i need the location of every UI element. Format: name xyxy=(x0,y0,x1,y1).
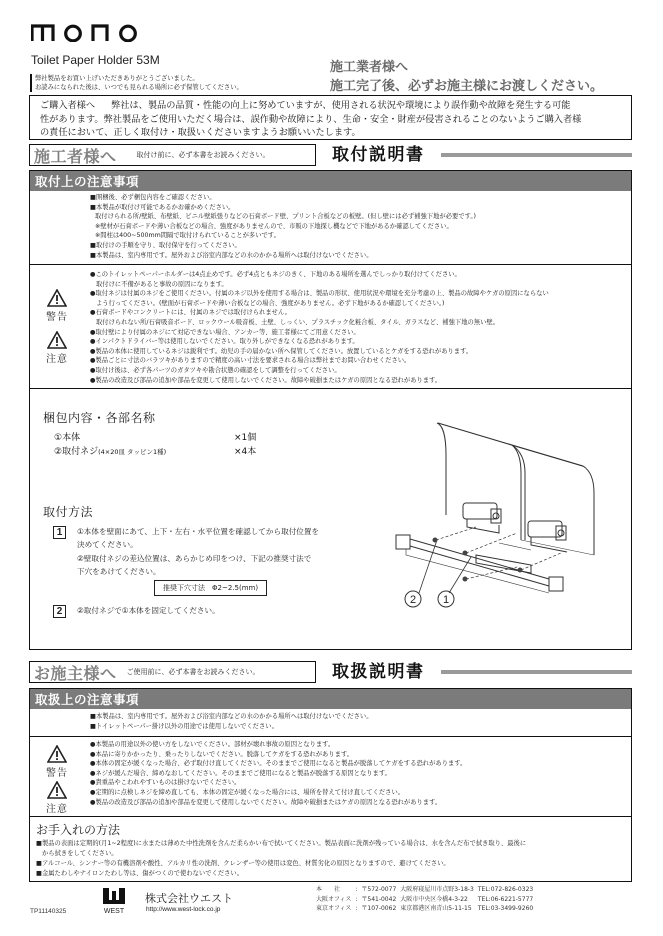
warning-item: 取付けられない所/石膏吸音ボード、ロックウール吸音板、土壁、しっくい、プラスチック化粧合板、タイル、ガラスなど、補強下地の無い壁。 xyxy=(96,318,499,326)
audience-sub: ご使用前に、必ず本書をお読みください。 xyxy=(126,668,260,676)
part-qty: ×4本 xyxy=(234,447,257,457)
part-qty: ×1個 xyxy=(234,433,257,443)
office-name: 東京オフィス xyxy=(316,905,352,912)
warning-item: ●製品ごとに寸法のバラツキがありますので精度の高い寸法を要求される場合は弊社までお問い合わせください。 xyxy=(90,357,411,365)
company-name: 株式会社ウエスト xyxy=(145,892,233,905)
office-tel: TEL:072-826-0323 xyxy=(477,886,534,893)
warning-item: ●取付壁により付属のネジにて対応できない場合、アンカー等、施工者様にてご用意ください。 xyxy=(90,328,360,336)
west-logo-icon xyxy=(103,888,125,904)
installation-section-header xyxy=(29,144,632,166)
warning-item: ●貴重品やこわれやすいものは掛けないでください。 xyxy=(90,779,241,787)
notice-line: の責任において、正しく取付け・取扱いくださいますようお願いいたします。 xyxy=(40,127,361,138)
installer-handover-note xyxy=(330,58,603,96)
install-method-heading: 取付方法 xyxy=(43,505,94,519)
care-list xyxy=(36,839,526,879)
model-name: Toilet Paper Holder 53M xyxy=(31,53,160,67)
warning-item: ●インパクトドライバー等は使用しないでください。取り外しができなくなる恐れがあります。 xyxy=(90,338,359,346)
product-diagram xyxy=(371,415,621,615)
install-precautions-box xyxy=(29,191,632,265)
care-item: ■製品の表面は定期的(月1~2程度)に水または薄めた中性洗剤を含んだ柔らかい布で拭いてください。製品表面に洗剤が残っている場合は、水を含んだ布で拭き取り、最後に xyxy=(36,840,527,847)
purchaser-lead: ご購入者様へ xyxy=(40,100,96,111)
warning-item: ●製品の本体に使用しているネジは鋭利です。幼児の手の届かない所へ保管してください。放置しているとケガをする恐れがあります。 xyxy=(90,347,473,355)
section-title: 取付説明書 xyxy=(332,145,425,165)
warning-item: ●本品に寄りかかったり、乗ったりしないでください。脱落してケガをする恐れがあります。 xyxy=(90,750,354,758)
usage-warnings-list xyxy=(90,740,466,807)
usage-precautions-heading: 取扱上の注意事項 xyxy=(29,688,632,709)
parts-list xyxy=(54,431,256,459)
office-row: 本 社 : 〒572-0077 大阪府寝屋川市点野3-18-3 TEL:072-826-0323 xyxy=(316,885,537,895)
precaution-item: ※間柱は400~500mm間隔で取付けられていることが多いです。 xyxy=(95,232,280,240)
package-heading: 梱包内容・各部名称 xyxy=(43,411,156,425)
company-url[interactable]: http://www.west-lock.co.jp xyxy=(146,906,221,913)
caution-triangle-icon xyxy=(47,781,67,799)
precautions-list xyxy=(90,193,476,260)
purchaser-notice xyxy=(29,95,632,140)
warning-item: よう行ってください。(壁面が石膏ボードや薄い合板などの場合、強度がありません。必ず下地があるか確認してください。) xyxy=(96,299,445,307)
office-address: 大阪市中央区今橋4-3-22 xyxy=(400,895,468,903)
part-label: ②取付ネジ xyxy=(54,447,99,457)
callout-body: 1 xyxy=(442,594,450,606)
precaution-item: ■本製品は、室内専用です。屋外および浴室内部などの水のかかる場所へは取付けないでください。 xyxy=(90,251,373,259)
step-number: 2 xyxy=(53,605,66,618)
precaution-item: 取付けられる所/壁紙、布壁紙、ビニル壁紙張りなどの石膏ボード壁、プリント合板などの板壁。(但し壁には必ず補強下地が必要です。) xyxy=(95,213,476,221)
precaution-item: ■トイレットペーパー掛け以外の用途では使用しないでください。 xyxy=(90,722,278,730)
caution-sign xyxy=(42,781,72,815)
office-row: 東京オフィス : 〒107-0062 東京都港区南青山5-11-15 TEL:03-3499-9260 xyxy=(316,904,537,914)
audience-box xyxy=(29,661,316,683)
installer-note-line: 施工業者様へ xyxy=(330,60,409,75)
thanks-line: お読みになられた後は、いつでも見られる場所に必ず保管してください。 xyxy=(35,84,243,91)
mono-logo-icon xyxy=(31,24,141,42)
west-logo-text: WEST xyxy=(103,908,125,915)
warning-item: ●石膏ボードやコンクリートには、付属のネジでは取付けられません。 xyxy=(90,309,291,317)
warning-sign xyxy=(42,745,72,779)
office-zip: 〒107-0062 xyxy=(361,905,397,912)
callout-screw: 2 xyxy=(409,594,417,606)
title-rule xyxy=(441,670,632,674)
precaution-item: ■取付けの手順を守り、取付保守を行ってください。 xyxy=(90,241,241,249)
audience-box xyxy=(29,144,316,166)
warning-triangle-icon xyxy=(47,289,67,307)
part-item xyxy=(54,445,256,459)
office-row: 大阪オフィス : 〒541-0042 大阪市中央区今橋4-3-22 TEL:06-6221-5777 xyxy=(316,895,537,905)
install-warnings-box xyxy=(29,265,632,389)
section-title: 取扱説明書 xyxy=(332,662,425,682)
pilot-hole-size: 推奨下穴寸法 Φ2~2.5(mm) xyxy=(154,580,267,596)
caution-label: 注意 xyxy=(46,804,68,815)
caution-sign xyxy=(42,331,72,365)
precaution-item: ■開梱後、必ず梱包内容をご確認ください。 xyxy=(90,194,216,201)
part-label: ①本体 xyxy=(54,433,81,443)
caution-label: 注意 xyxy=(46,354,68,365)
notice-line: 弊社は、製品の品質・性能の向上に努めていますが、使用される状況や環境により誤作動や故障を発生する可能 xyxy=(111,100,571,111)
care-item: から拭きをしてください。 xyxy=(42,850,118,857)
part-item xyxy=(54,431,256,445)
care-box xyxy=(29,817,632,882)
notice-line: 性があります。弊社製品をご使用いただく場合は、誤作動や故障により、生命・安全・財産が侵害されることのないようご購入者様 xyxy=(40,113,582,125)
step-line: 決めてください。 xyxy=(77,540,138,550)
usage-precautions-box xyxy=(29,709,632,737)
office-name: 大阪オフィス xyxy=(316,895,352,903)
office-address: 大阪府寝屋川市点野3-18-3 xyxy=(400,886,474,893)
usage-warnings-box xyxy=(29,737,632,817)
warning-item: ●このトイレットペーパーホルダーは4点止めです。必ず4点ともネジのきく、下地のある場所を選んでしっかり取付けてください。 xyxy=(90,271,461,278)
office-zip: 〒541-0042 xyxy=(361,895,397,903)
audience-label: 施工者様へ xyxy=(34,146,117,166)
usage-section-header xyxy=(29,661,632,683)
installer-note-line: 施工完了後、必ずお施主様にお渡しください。 xyxy=(330,79,604,94)
step-line: ②壁取付ネジの差込位置は、あらかじめ印をつけ、下記の推奨寸法で xyxy=(77,553,312,563)
thanks-line: 弊社製品をお買い上げいただきありがとうございました。 xyxy=(35,75,199,82)
warning-sign xyxy=(42,289,72,323)
warning-item: ●製品の改造及び部品の追加や部品を変更して使用しないでください。故障や破損またはケガの原因となる恐れがあります。 xyxy=(90,798,442,806)
precaution-item: ※壁材が石膏ボードや薄い合板などの場合、強度がありませんので、市販の下地探し機などで下地があるか確認してください。 xyxy=(95,222,453,230)
brand-logo xyxy=(31,24,141,42)
warning-item: ●本体の固定が緩くなった場合、必ず取付け直してください。そのままでご使用になると製品が脱落してケガをする恐れがあります。 xyxy=(90,760,467,768)
warning-item: ●取付ネジは付属のネジをご使用ください。付属のネジ以外を使用する場合は、製品の形状、使用状況や環境を充分考慮の上、製品の故障やケガの原因にならない xyxy=(90,290,549,298)
usage-precautions-list xyxy=(90,712,373,731)
warning-item: 取付けに不備があると事故の原因になります。 xyxy=(96,280,228,288)
step-number: 1 xyxy=(53,526,66,539)
west-logo xyxy=(103,888,125,915)
step-line: 下穴をあけてください。 xyxy=(77,567,161,577)
warnings-list xyxy=(90,270,549,385)
package-install-box xyxy=(29,389,632,650)
warning-item: ●製品の改造及び部品の追加や部品を変更して使用しないでください。故障や破損またはケガの原因となる恐れがあります。 xyxy=(90,376,442,384)
warning-item: ●ネジが緩んだ場合、締めなおしてください。そのままでご使用になると製品が脱落する原因となります。 xyxy=(90,769,391,777)
office-list xyxy=(316,885,537,914)
office-address: 東京都港区南青山5-11-15 xyxy=(400,905,472,912)
step-line: ②取付ネジで①本体を固定してください。 xyxy=(77,606,220,615)
precaution-item: ■本製品が取付け可能であるかお確かめください。 xyxy=(90,203,235,211)
audience-label: お施主様へ xyxy=(34,663,117,683)
office-zip: 〒572-0077 xyxy=(361,886,397,893)
title-rule xyxy=(441,153,632,157)
audience-sub: 取付け前に、必ず本書をお読みください。 xyxy=(136,151,270,159)
office-name: 本 社 xyxy=(316,886,341,893)
thanks-note xyxy=(30,74,243,92)
precaution-item: ■本製品は、室内専用です。屋外および浴室内部などの水のかかる場所へは取付けないでください。 xyxy=(90,713,373,720)
warning-item: ●定期的に点検しネジを締め直しても、本体の固定が緩くなった場合には、場所を替えて付け直してください。 xyxy=(90,788,405,796)
warning-triangle-icon xyxy=(47,745,67,763)
step-1-text xyxy=(77,525,319,579)
step-2-text xyxy=(77,604,220,617)
warning-label: 警告 xyxy=(46,312,68,323)
part-detail: (4×20皿 タッピン1種) xyxy=(98,448,167,456)
caution-triangle-icon xyxy=(47,331,67,349)
warning-item: ●本製品の用途以外の使い方をしないでください。部材が壊れ事故の原因となります。 xyxy=(90,741,335,748)
warning-label: 警告 xyxy=(46,768,68,779)
care-item: ■アルコール、シンナー等の有機溶剤や酸性、アルカリ性の洗剤、クレンザー等の使用は変色、材質劣化の原因となりますので、避けてください。 xyxy=(36,860,450,867)
warning-item: ●取付け後は、必ず各パーツのガタツキや勘合状態の確認をして調整を行ってください。 xyxy=(90,366,341,374)
care-item: ■金属たわしやナイロンたわし等は、傷がつくので使わないでください。 xyxy=(36,870,244,877)
care-heading: お手入れの方法 xyxy=(36,823,121,837)
document-code: TP11140325 xyxy=(30,908,67,915)
office-tel: TEL:06-6221-5777 xyxy=(477,895,534,903)
step-line: ①本体を壁面にあて、上下・左右・水平位置を確認してから取付位置を xyxy=(77,527,320,536)
office-tel: TEL:03-3499-9260 xyxy=(477,905,534,912)
precautions-heading: 取付上の注意事項 xyxy=(29,170,632,191)
